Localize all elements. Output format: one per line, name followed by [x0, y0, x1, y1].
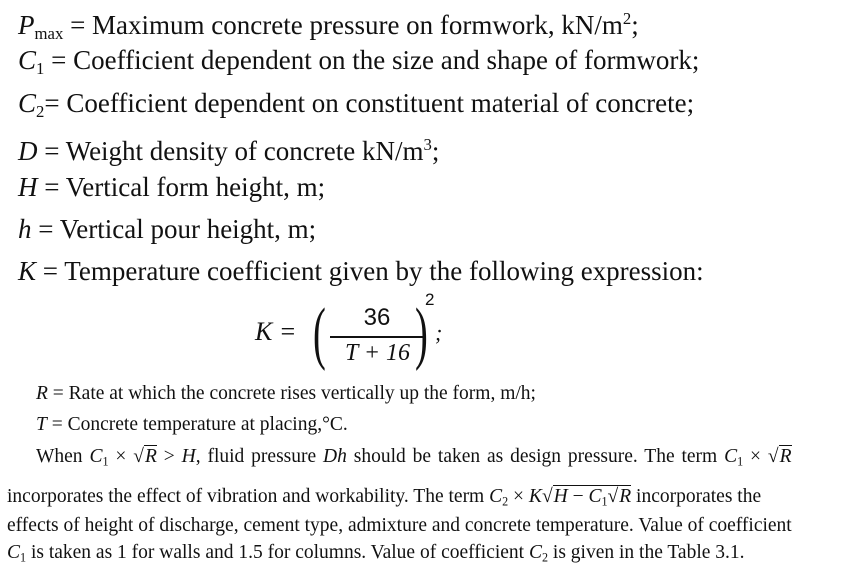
definition-c1: $C_1$ = Coefficient dependent on the size and shape of formwork; — [18, 45, 700, 79]
term-c1-root-r: $C_1 \times √R$ — [724, 446, 792, 469]
right-paren: ) — [415, 295, 428, 372]
formula-denominator: T + 16 — [344, 340, 411, 366]
inequality: $C_1 \times √R > H$ — [89, 446, 196, 469]
paragraph-line-4: $C_1$ is taken as 1 for walls and 1.5 for columns. Value of coefficient $C_2$ is given in the Table 3.1. — [7, 542, 745, 565]
term-c2-k-root: $C_2 \times K√H - C_1√R$ — [489, 486, 632, 509]
fraction-bar — [330, 336, 425, 338]
definition-k: K = Temperature coefficient given by the following expression: — [18, 256, 704, 286]
definition-r: R = Rate at which the concrete rises vertically up the form, m/h; — [36, 383, 536, 404]
definition-c2: $C_2=$ Coefficient dependent on constituent material of concrete; — [18, 88, 695, 122]
formula-numerator: 36 — [363, 304, 391, 331]
paragraph-line-3: effects of height of discharge, cement type, admixture and concrete temperature. Value of coefficient — [7, 515, 792, 536]
formula-power: 2 — [425, 290, 435, 309]
definition-d: D = Weight density of concrete $kN/m^3$; — [18, 135, 440, 167]
definition-h-form: H = Vertical form height, m; — [18, 172, 326, 202]
left-paren: ( — [313, 295, 326, 372]
formula-semicolon: ; — [435, 320, 443, 345]
definition-h-pour: h = Vertical pour height, m; — [18, 214, 317, 244]
definition-pmax: $P_{max}$ = Maximum concrete pressure on formwork, $kN/m^2$; — [18, 9, 639, 44]
paragraph-line-1: When $C_1 \times √R > H$, fluid pressure Dh should be taken as design pressure. The term $C_1 \times √R$ — [36, 446, 792, 469]
formula-lhs: K = — [255, 317, 297, 346]
definition-t: T = Concrete temperature at placing,°C. — [36, 414, 348, 435]
k-formula — [255, 290, 475, 378]
paragraph-line-2: incorporates the effect of vibration and workability. The term $C_2 \times K√H - C_1√R$ incorporates the — [7, 486, 762, 509]
